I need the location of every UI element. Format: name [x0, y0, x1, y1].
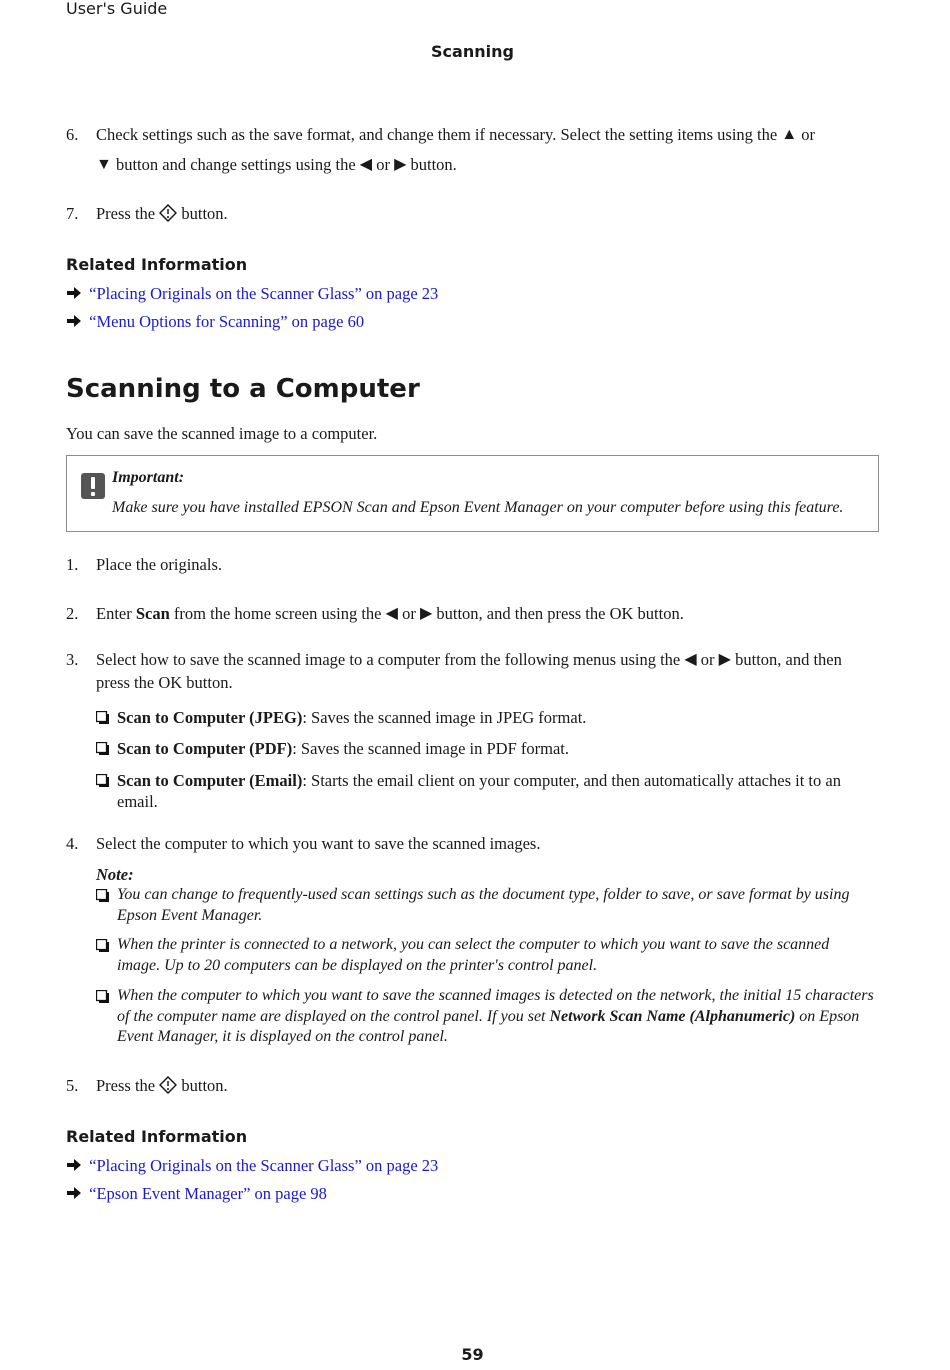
note-text: on Epson Event Manager, it is displayed on the control panel. — [117, 1007, 860, 1045]
step-number: 7. — [66, 204, 79, 223]
down-triangle-icon: ▼ — [96, 156, 112, 173]
right-triangle-icon: ▶ — [718, 651, 731, 668]
step-text: button, and then press the OK button. — [96, 650, 842, 692]
start-diamond-icon — [159, 1076, 177, 1094]
right-triangle-icon: ▶ — [394, 156, 407, 173]
checkbox-icon — [96, 742, 109, 755]
page-number: 59 — [461, 1345, 484, 1364]
up-triangle-icon: ▲ — [781, 126, 798, 143]
step-text: button. — [410, 155, 457, 174]
right-triangle-icon: ▶ — [419, 605, 433, 622]
link-menu-options[interactable]: “Menu Options for Scanning” on page 60 — [89, 312, 365, 331]
step-number: 3. — [66, 650, 79, 669]
step-text: Press the — [96, 1076, 156, 1095]
step-text: button and change settings using the — [115, 155, 356, 174]
link-placing-originals[interactable]: “Placing Originals on the Scanner Glass” on page 23 — [89, 1156, 439, 1175]
note-text: You can change to frequently-used scan settings such as the document type, folder to save, or save format by using Epson Event Manager. — [117, 886, 850, 924]
step-text: button. — [181, 1076, 228, 1095]
right-arrow-icon — [66, 1158, 82, 1172]
step-2 — [66, 599, 886, 629]
note-title: Note: — [96, 865, 134, 884]
checkbox-icon — [96, 711, 109, 724]
step-text: Enter — [96, 604, 132, 623]
checkbox-icon — [96, 939, 109, 952]
left-triangle-icon: ◀ — [684, 651, 697, 668]
note-item — [96, 885, 876, 926]
note-text: When the printer is connected to a network, you can select the computer to which you want to save the scanned image. Up to 20 computers can be displayed on the printer's control panel. — [117, 936, 830, 974]
left-triangle-icon: ◀ — [385, 605, 398, 622]
exclamation-icon — [81, 473, 105, 499]
step-text: Press the — [96, 204, 156, 223]
important-text: Make sure you have installed EPSON Scan and Epson Event Manager on your computer before using this feature. — [112, 499, 844, 516]
right-arrow-icon — [66, 286, 82, 300]
related-link-row — [66, 1184, 327, 1204]
chapter-title: Scanning — [431, 42, 514, 61]
link-epson-event-manager[interactable]: “Epson Event Manager” on page 98 — [89, 1184, 327, 1203]
option-desc: : Starts the email client on your computer, and then automatically attaches it to an email. — [117, 771, 841, 811]
step-text: button, and then press the OK button. — [436, 604, 684, 623]
step-number: 2. — [66, 604, 79, 623]
right-arrow-icon — [66, 1186, 82, 1200]
step-text: or — [700, 650, 715, 669]
option-desc: : Saves the scanned image in PDF format. — [292, 739, 569, 758]
start-diamond-icon — [159, 204, 177, 222]
note-text-bold: Network Scan Name (Alphanumeric) — [549, 1007, 796, 1025]
step-5 — [66, 1071, 886, 1100]
step-3 — [66, 649, 866, 694]
checkbox-icon — [96, 889, 109, 902]
link-placing-originals[interactable]: “Placing Originals on the Scanner Glass” on page 23 — [89, 284, 439, 303]
related-info-heading: Related Information — [66, 1127, 248, 1146]
related-info-heading: Related Information — [66, 255, 248, 274]
important-box — [66, 455, 879, 532]
related-link-row — [66, 312, 364, 332]
related-link-row — [66, 1156, 438, 1176]
step-text: or — [402, 604, 416, 623]
right-arrow-icon — [66, 314, 82, 328]
checkbox-icon — [96, 990, 109, 1003]
section-title: Scanning to a Computer — [66, 374, 420, 404]
step-text-bold: Scan — [135, 604, 170, 623]
step-text: button. — [181, 204, 228, 223]
step-text: Place the originals. — [96, 555, 223, 574]
related-link-row — [66, 284, 438, 304]
note-item — [96, 986, 876, 1048]
step-number: 4. — [66, 834, 79, 853]
step-text: or — [801, 125, 816, 144]
left-triangle-icon: ◀ — [359, 156, 373, 173]
step-number: 5. — [66, 1076, 79, 1095]
note-item — [96, 935, 876, 976]
checkbox-icon — [96, 774, 109, 787]
section-intro: You can save the scanned image to a computer. — [66, 424, 378, 443]
step-text: Check settings such as the save format, and change them if necessary. Select the setting items using the — [96, 125, 778, 144]
menu-option — [96, 770, 876, 812]
step-number: 1. — [66, 555, 79, 574]
option-name: Scan to Computer (JPEG) — [117, 708, 303, 727]
step-1 — [66, 550, 886, 579]
step-6 — [66, 120, 886, 180]
step-text: from the home screen using the — [173, 604, 382, 623]
note-text: When the computer to which you want to save the scanned images is detected on the network, the initial 15 characters of the computer name are displayed on the control panel. If you set — [117, 987, 874, 1025]
step-text: Select how to save the scanned image to a computer from the following menus using the — [96, 650, 681, 669]
step-4 — [66, 829, 886, 858]
step-7 — [66, 199, 886, 228]
menu-option — [96, 707, 876, 728]
option-name: Scan to Computer (PDF) — [117, 739, 293, 758]
option-name: Scan to Computer (Email) — [117, 771, 303, 790]
step-text: Select the computer to which you want to save the scanned images. — [96, 834, 541, 853]
step-number: 6. — [66, 125, 79, 144]
important-title: Important: — [112, 469, 185, 486]
step-text: or — [376, 155, 390, 174]
menu-option — [96, 738, 876, 759]
running-header: User's Guide — [66, 0, 168, 18]
option-desc: : Saves the scanned image in JPEG format. — [302, 708, 587, 727]
